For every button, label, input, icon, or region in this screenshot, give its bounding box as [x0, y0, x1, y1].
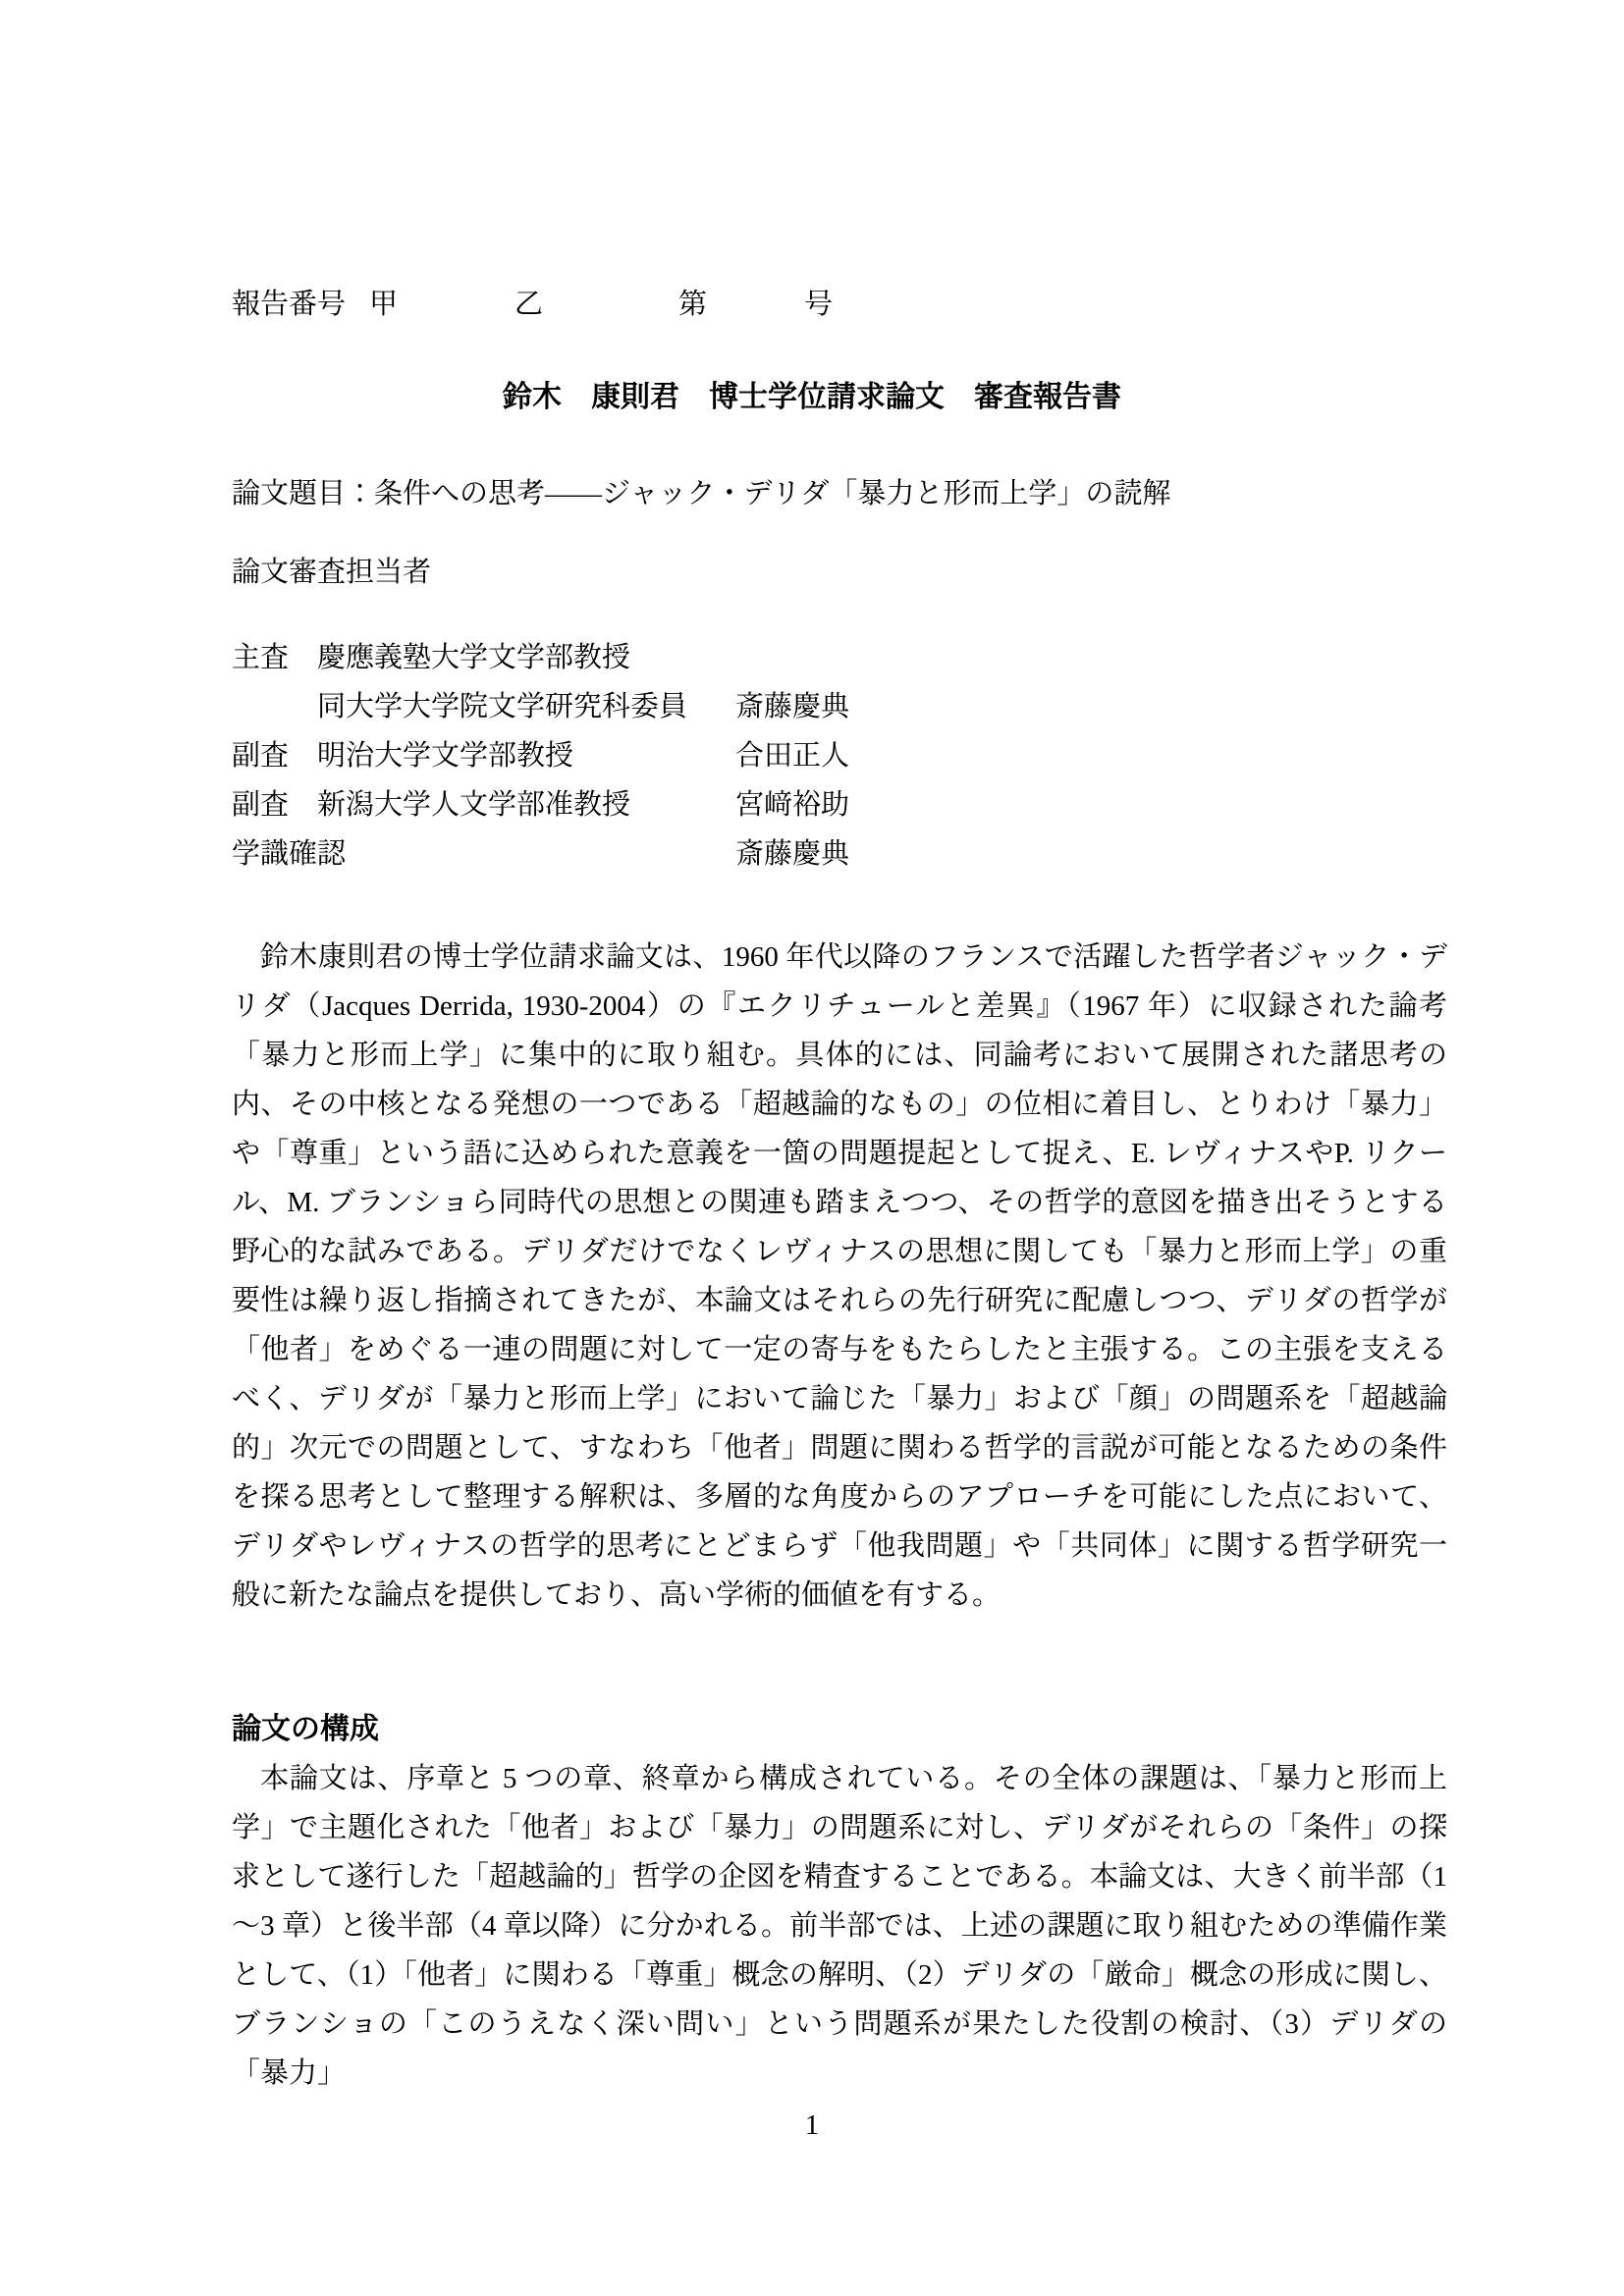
committee-name: 宮﨑裕助	[735, 789, 850, 821]
committee-name: 合田正人	[735, 740, 850, 772]
report-number-mark-gou: 号	[804, 289, 834, 320]
report-number-mark-kou: 甲	[369, 289, 399, 320]
examiner-committee-table	[232, 633, 1447, 879]
committee-role: 学識確認	[232, 838, 347, 870]
committee-affiliation: 明治大学文学部教授	[317, 740, 574, 772]
report-number-mark-otsu: 乙	[514, 289, 544, 320]
committee-name	[735, 633, 1447, 682]
committee-role: 副査	[232, 789, 290, 821]
committee-affiliation	[317, 829, 735, 879]
summary-paragraph: 鈴木康則君の博士学位請求論文は、1960 年代以降のフランスで活躍した哲学者ジャック・デリダ（Jacques Derrida, 1930-2004）の『エクリチュールと差異』（1967 年）に収録された論考「暴力と形而上学」に集中的に取り組む。具体的には、同論考において展開された諸思考の内、その中核となる発想の一つである「超越論的なもの」の位相に着目し、とりわけ「暴力」や「尊重」という語に込められた意義を一箇の問題提起として捉え、E. レヴィナスやP. リクール、M. ブランショら同時代の思想との関連も踏まえつつ、その哲学的意図を描き出そうとする野心的な試みである。デリダだけでなくレヴィナスの思想に関しても「暴力と形而上学」の重要性は繰り返し指摘されてきたが、本論文はそれらの先行研究に配慮しつつ、デリダの哲学が「他者」をめぐる一連の問題に対して一定の寄与をもたらしたと主張する。この主張を支えるべく、デリダが「暴力と形而上学」において論じた「暴力」および「顔」の問題系を「超越論的」次元での問題として、すなわち「他者」問題に関わる哲学的言説が可能となるための条件を探る思考として整理する解釈は、多層的な角度からのアプローチを可能にした点において、デリダやレヴィナスの哲学的思考にとどまらず「他我問題」や「共同体」に関する哲学研究一般に新たな論点を提供しており、高い学術的価値を有する。	[232, 941, 1448, 1611]
report-number-label: 報告番号	[232, 289, 347, 320]
document-title: 鈴木 康則君 博士学位請求論文 審査報告書	[503, 381, 1121, 413]
committee-affiliation: 慶應義塾大学文学部教授	[317, 642, 631, 673]
structure-paragraph: 本論文は、序章と 5 つの章、終章から構成されている。その全体の課題は、「暴力と形而上学」で主題化された「他者」および「暴力」の問題系に対し、デリダがそれらの「条件」の探求として遂行した「超越論的」哲学の企図を精査することである。本論文は、大きく前半部（1～3 章）と後半部（4 章以降）に分かれる。前半部では、上述の課題に取り組むための準備作業として、（1）「他者」に関わる「尊重」概念の解明、（2）デリダの「厳命」概念の形成に関し、ブランショの「このうえなく深い問い」という問題系が果たした役割の検討、（3）デリダの「暴力」	[232, 1763, 1447, 2089]
section-heading-thesis-structure: 論文の構成	[232, 1713, 379, 1745]
committee-role: 副査	[232, 740, 290, 772]
committee-role	[232, 682, 317, 731]
committee-affiliation: 新潟大学人文学部准教授	[317, 789, 631, 821]
committee-role: 主査	[232, 642, 290, 673]
report-number-line	[232, 280, 1447, 329]
report-number-mark-dai: 第	[678, 289, 708, 320]
page-number: 1	[804, 2109, 820, 2141]
committee-name: 斎藤慶典	[735, 838, 850, 870]
thesis-title-line: 論文題目：条件への思考――ジャック・デリダ「暴力と形而上学」の読解	[232, 478, 1171, 509]
examiners-section-label: 論文審査担当者	[232, 557, 432, 588]
committee-affiliation: 同大学大学院文学研究科委員	[317, 691, 688, 722]
committee-name: 斎藤慶典	[735, 691, 850, 722]
